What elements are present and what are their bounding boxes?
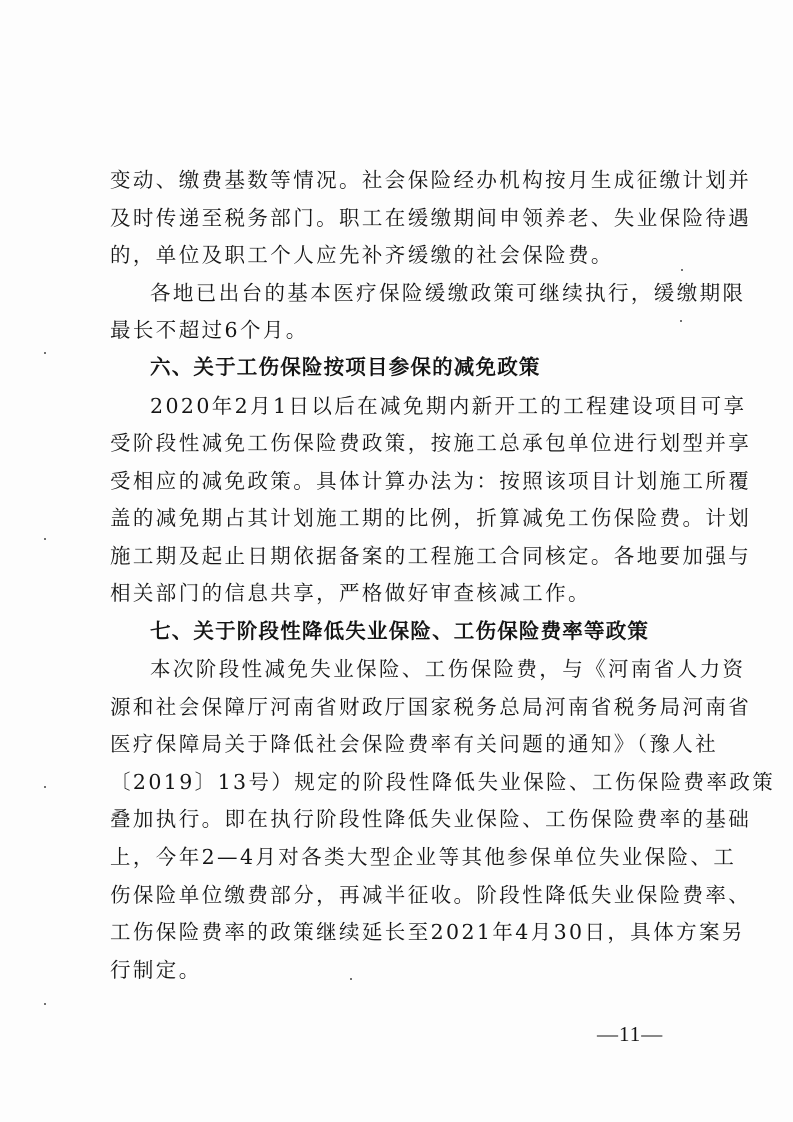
text-line-19: 上，今年2—4月对各类大型企业等其他参保单位失业保险、工	[110, 845, 737, 869]
scan-speck	[44, 352, 46, 354]
section-heading-6: 六、关于工伤保险按项目参保的减免政策	[150, 355, 541, 379]
text-line-4: 各地已出台的基本医疗保险缓缴政策可继续执行，缓缴期限	[150, 281, 746, 305]
text-line-5: 最长不超过6个月。	[110, 318, 309, 342]
text-line-15: 源和社会保障厅河南省财政厅国家税务总局河南省税务局河南省	[110, 695, 752, 719]
text-line-16: 医疗保障局关于降低社会保险费率有关问题的通知》（豫人社	[110, 732, 719, 756]
text-line-2: 及时传递至税务部门。职工在缓缴期间申领养老、失业保险待遇	[110, 206, 752, 230]
text-line-20: 伤保险单位缴费部分，再减半征收。阶段性降低失业保险费率、	[110, 883, 752, 907]
scan-speck	[680, 320, 682, 322]
text-line-17: 〔2019〕13号）规定的阶段性降低失业保险、工伤保险费率政策	[110, 770, 776, 794]
text-line-18: 叠加执行。即在执行阶段性降低失业保险、工伤保险费率的基础	[110, 807, 752, 831]
page-number: —11—	[597, 1022, 664, 1046]
text-line-3: 的，单位及职工个人应先补齐缓缴的社会保险费。	[110, 243, 614, 267]
scan-speck	[44, 538, 46, 540]
scan-speck	[44, 786, 46, 788]
text-line-7: 2020年2月1日以后在减免期内新开工的工程建设项目可享	[150, 394, 747, 418]
section-heading-7: 七、关于阶段性降低失业保险、工伤保险费率等政策	[150, 619, 650, 643]
text-line-12: 相关部门的信息共享，严格做好审查核减工作。	[110, 581, 591, 605]
text-line-1: 变动、缴费基数等情况。社会保险经办机构按月生成征缴计划并	[110, 168, 752, 192]
text-line-10: 盖的减免期占其计划施工期的比例，折算减免工伤保险费。计划	[110, 506, 752, 530]
text-line-8: 受阶段性减免工伤保险费政策，按施工总承包单位进行划型并享	[110, 431, 752, 455]
text-line-21: 工伤保险费率的政策继续延长至2021年4月30日，具体方案另	[110, 920, 745, 944]
scan-speck	[350, 978, 352, 980]
scan-speck	[44, 1003, 46, 1005]
text-line-22: 行制定。	[110, 958, 202, 982]
text-line-9: 受相应的减免政策。具体计算办法为：按照该项目计划施工所覆	[110, 469, 752, 493]
text-line-14: 本次阶段性减免失业保险、工伤保险费，与《河南省人力资	[150, 657, 746, 681]
text-line-11: 施工期及起止日期依据备案的工程施工合同核定。各地要加强与	[110, 544, 752, 568]
scan-speck	[681, 269, 683, 271]
